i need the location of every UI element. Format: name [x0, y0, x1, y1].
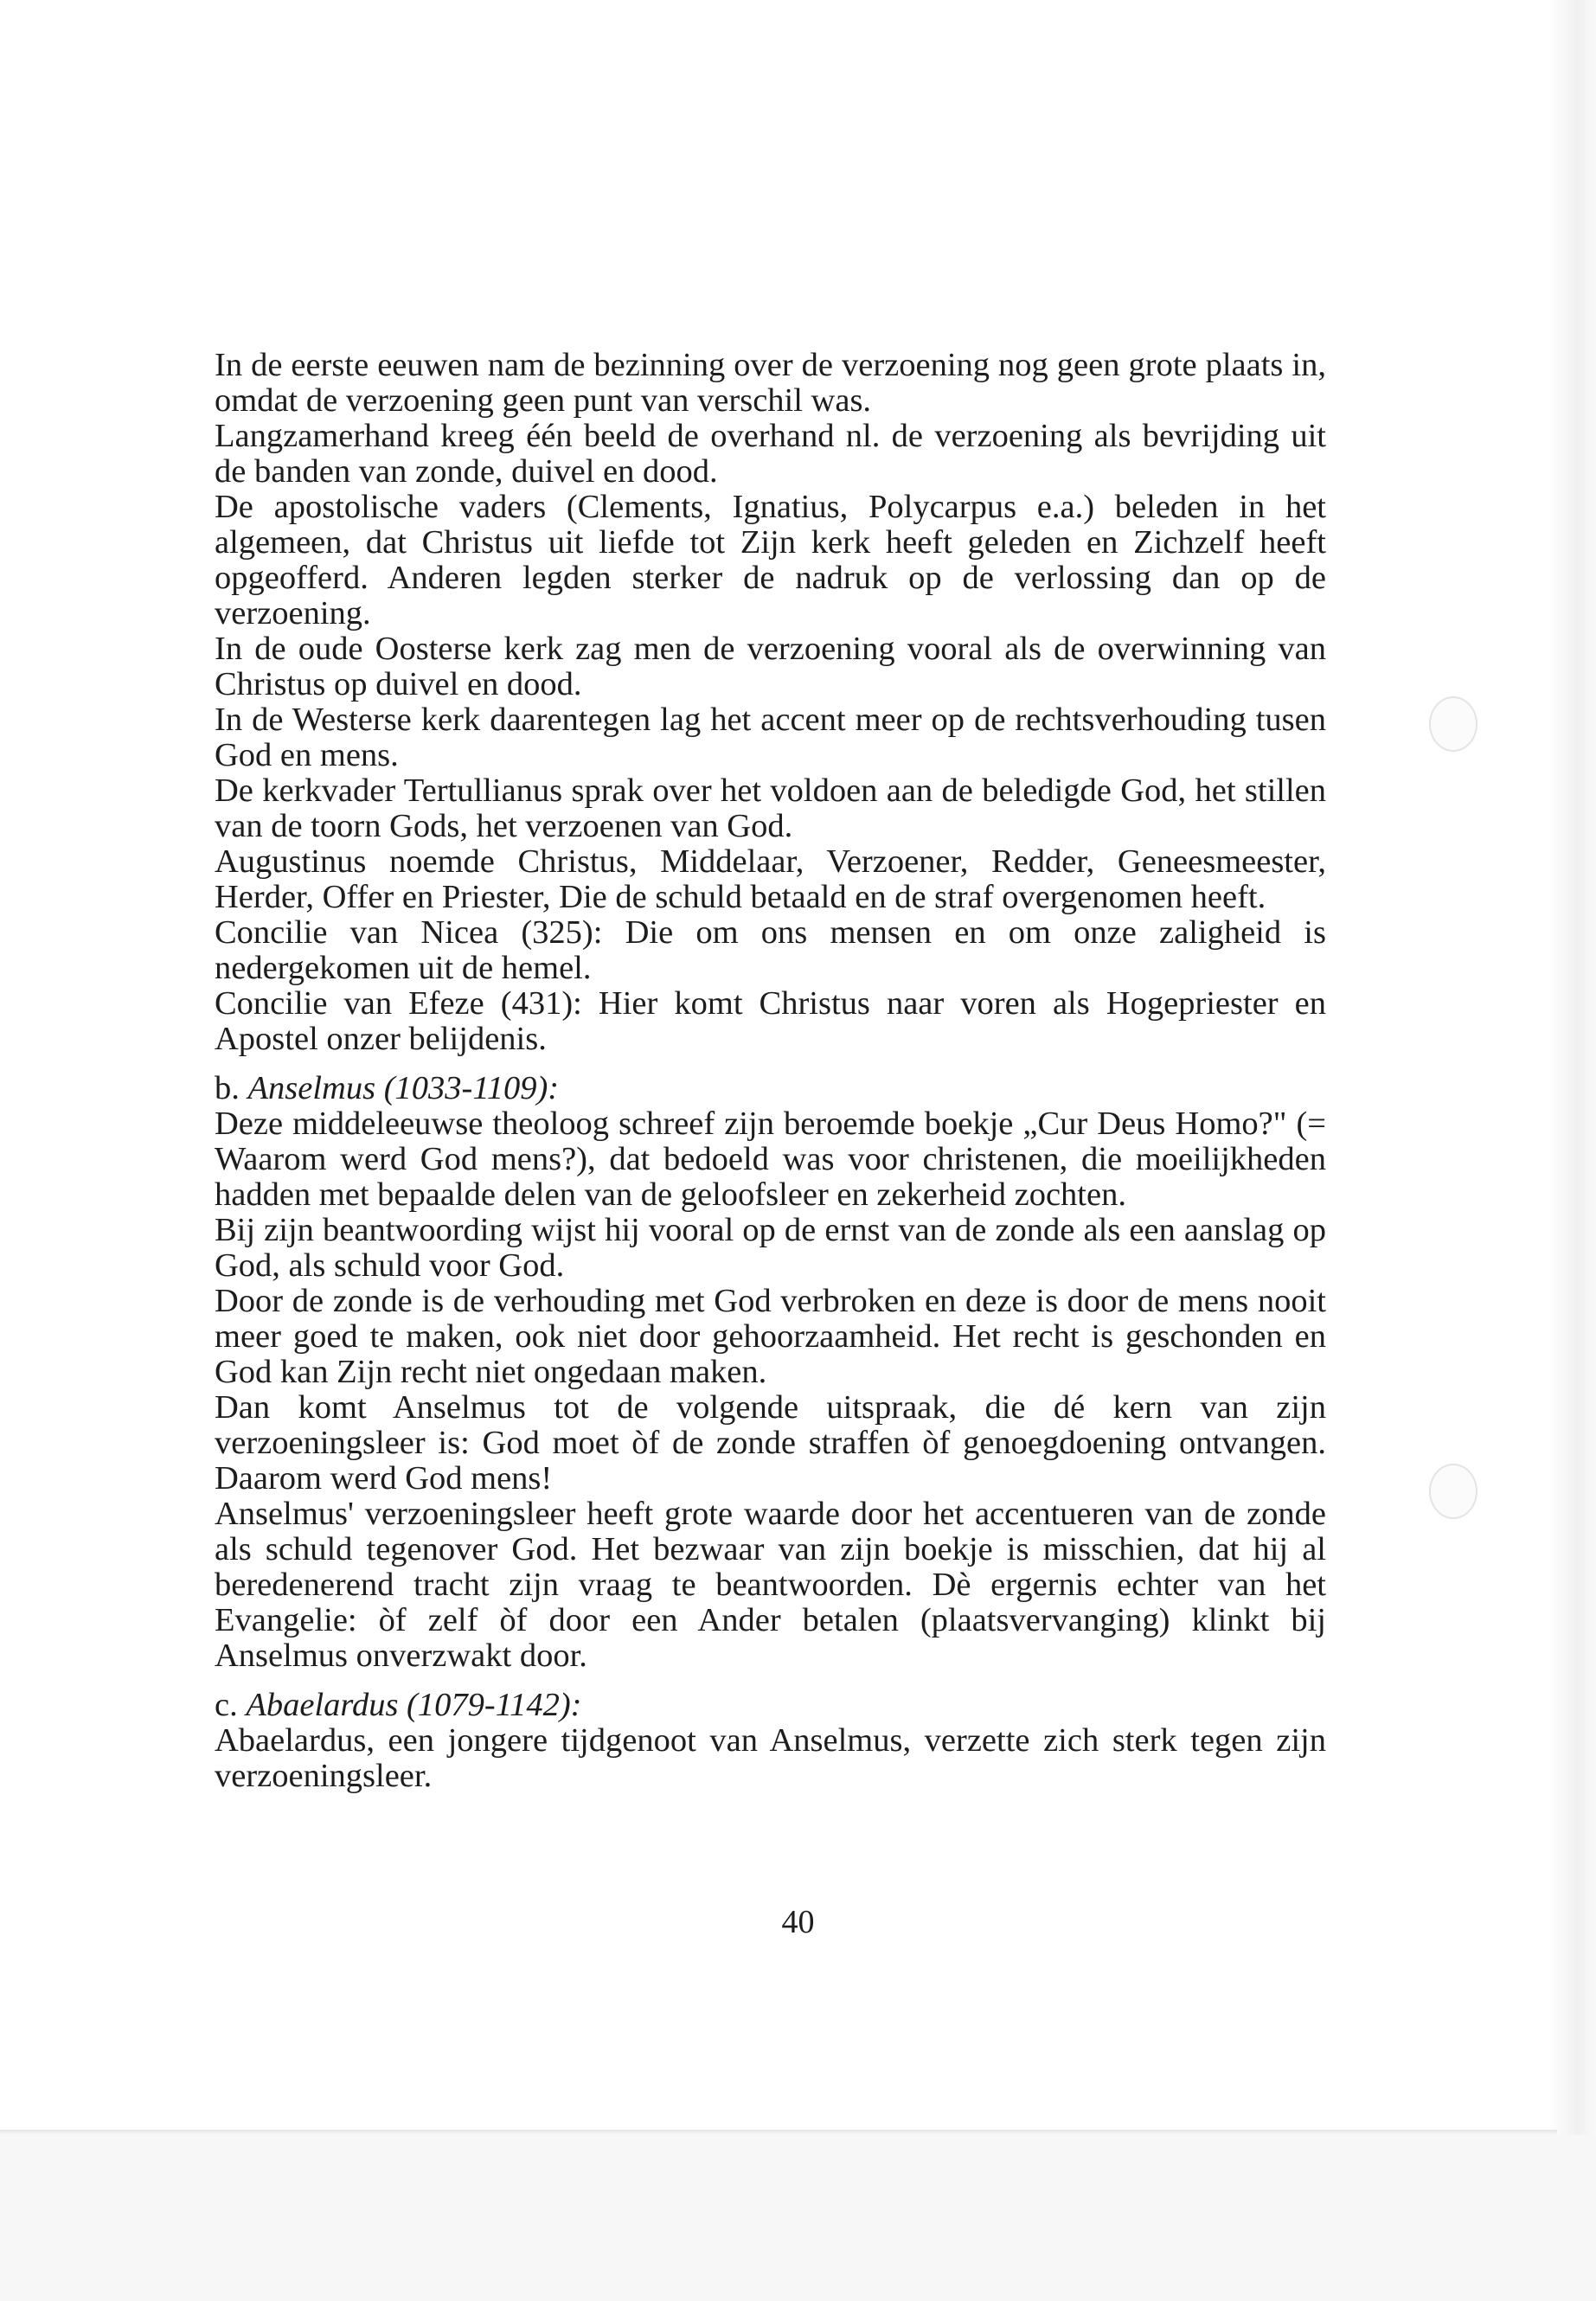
section-prefix: b. — [215, 1070, 240, 1106]
paragraph: Concilie van Efeze (431): Hier komt Christus naar voren als Hogepriester en Apostel onzer belijdenis. — [215, 985, 1326, 1057]
section-prefix: c. — [215, 1687, 238, 1723]
paragraph: Anselmus' verzoeningsleer heeft grote waarde door het accentueren van de zonde als schuld tegenover God. Het bezwaar van zijn boekje is misschien, dat hij al beredenerend tracht zijn vraag te beantwoorden. Dè ergernis echter van het Evangelie: òf zelf òf door een Ander betalen (plaatsvervanging) klinkt bij Anselmus onverzwakt door. — [215, 1496, 1326, 1674]
paragraph: Bij zijn beantwoording wijst hij vooral op de ernst van de zonde als een aanslag op God, als schuld voor God. — [215, 1212, 1326, 1284]
page-number: 40 — [781, 1904, 815, 1940]
paragraph: De apostolische vaders (Clements, Ignatius, Polycarpus e.a.) beleden in het algemeen, dat Christus uit liefde tot Zijn kerk heeft geleden en Zichzelf heeft opgeofferd. Anderen legden sterker de nadruk op de verlossing dan op de verzoening. — [215, 489, 1326, 631]
paragraph: Dan komt Anselmus tot de volgende uitspraak, die dé kern van zijn verzoeningsleer is: God moet òf de zonde straffen òf genoegdoening ontvangen. Daarom werd God mens! — [215, 1389, 1326, 1497]
section-title: Abaelardus (1079-1142): — [246, 1687, 582, 1723]
section-heading-anselmus — [215, 1071, 1326, 1106]
paragraph: In de Westerse kerk daarentegen lag het accent meer op de rechtsverhouding tusen God en mens. — [215, 702, 1326, 773]
paragraph: Door de zonde is de verhouding met God verbroken en deze is door de mens nooit meer goed te maken, ook niet door gehoorzaamheid. Het recht is geschonden en God kan Zijn recht niet ongedaan maken. — [215, 1283, 1326, 1390]
paragraph: Deze middeleeuwse theoloog schreef zijn beroemde boekje „Cur Deus Homo?" (= Waarom werd God mens?), dat bedoeld was voor christenen, die moeilijkheden hadden met bepaalde delen van de geloofsleer en zekerheid zochten. — [215, 1106, 1326, 1213]
scan-background — [0, 2135, 1596, 2301]
punch-hole — [1429, 1464, 1477, 1519]
paragraph: Abaelardus, een jongere tijdgenoot van Anselmus, verzette zich sterk tegen zijn verzoeningsleer. — [215, 1722, 1326, 1794]
section-title: Anselmus (1033-1109): — [247, 1070, 560, 1106]
paragraph: In de oude Oosterse kerk zag men de verzoening vooral als de overwinning van Christus op duivel en dood. — [215, 631, 1326, 702]
punch-hole — [1429, 696, 1477, 752]
paragraph: Augustinus noemde Christus, Middelaar, Verzoener, Redder, Geneesmeester, Herder, Offer en Priester, Die de schuld betaald en de straf overgenomen heeft. — [215, 843, 1326, 915]
page-body — [215, 348, 1326, 1794]
paragraph: De kerkvader Tertullianus sprak over het voldoen aan de beledigde God, het stillen van de toorn Gods, het verzoenen van God. — [215, 772, 1326, 844]
paragraph: Langzamerhand kreeg één beeld de overhand nl. de verzoening als bevrijding uit de banden van zonde, duivel en dood. — [215, 418, 1326, 490]
scan-shadow — [1548, 0, 1596, 2163]
paragraph: Concilie van Nicea (325): Die om ons mensen en om onze zaligheid is nedergekomen uit de hemel. — [215, 914, 1326, 986]
section-heading-abaelardus — [215, 1688, 1326, 1723]
paragraph: In de eerste eeuwen nam de bezinning over de verzoening nog geen grote plaats in, omdat de verzoening geen punt van verschil was. — [215, 347, 1326, 419]
